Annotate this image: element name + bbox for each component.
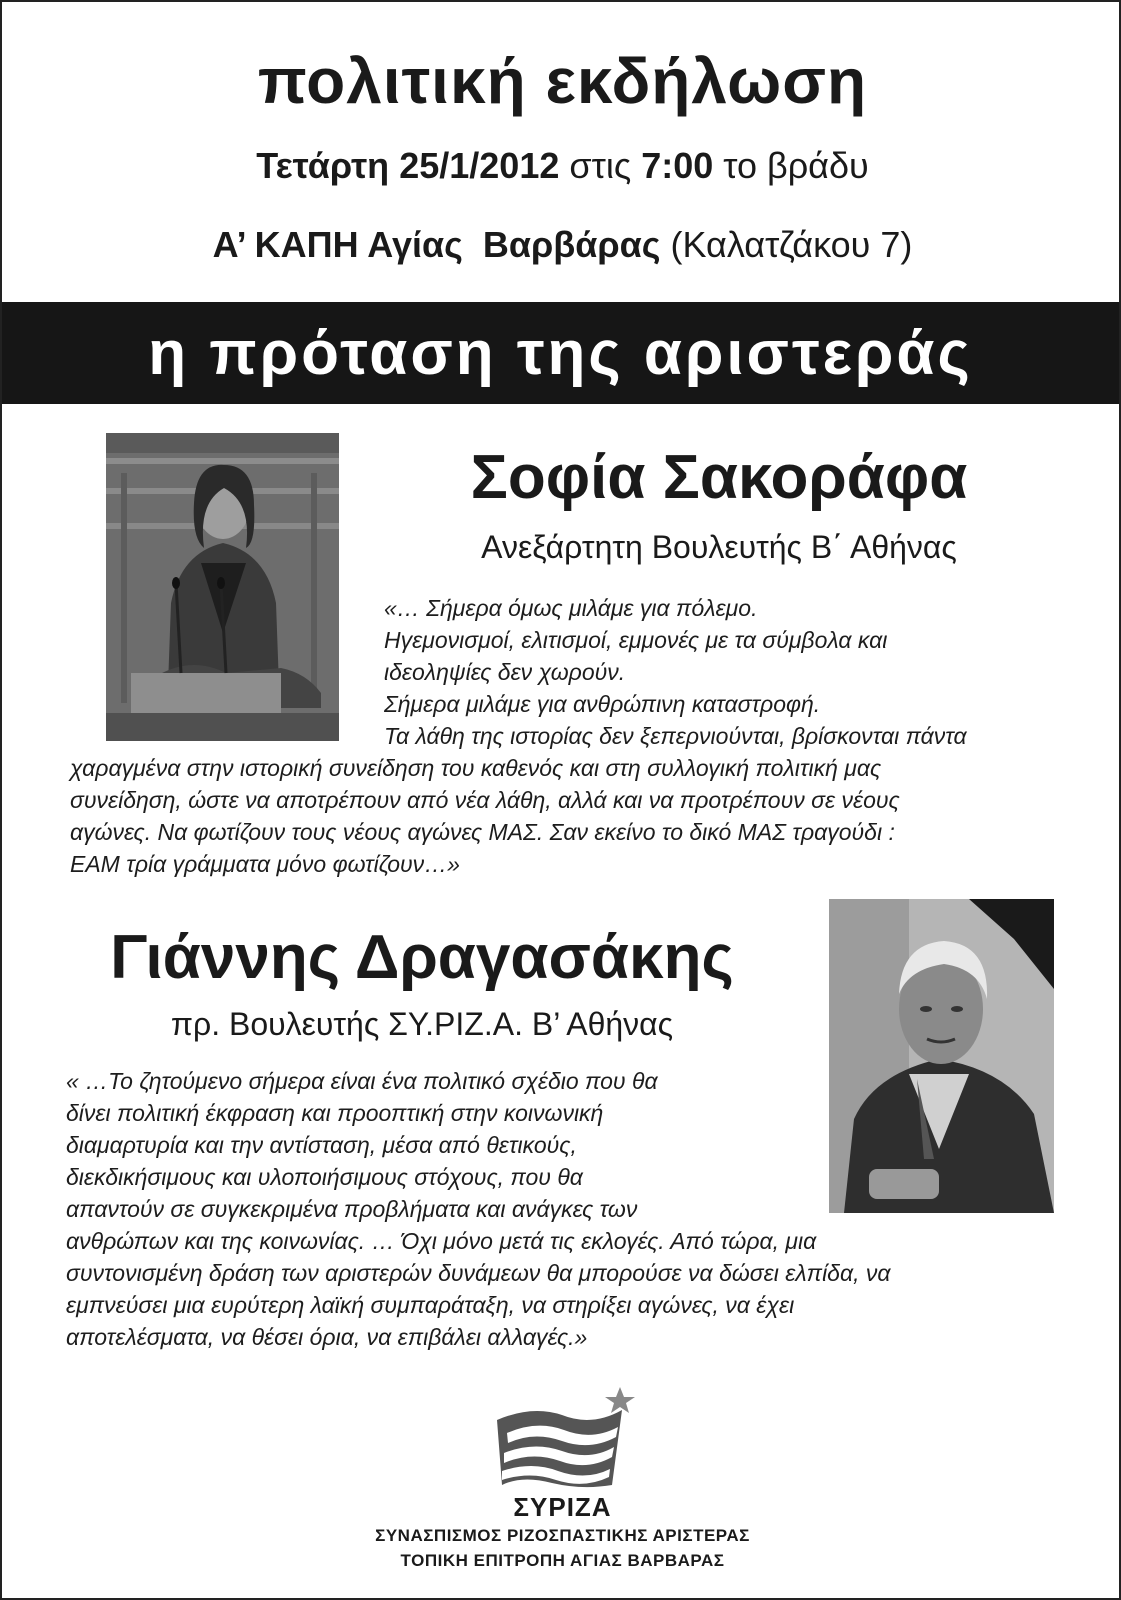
quote-line: « …Το ζητούμενο σήμερα είναι ένα πολιτικό σχέδιο που θα (66, 1068, 658, 1094)
speaker1-quote-top (384, 592, 967, 752)
venue-address: (Καλατζάκου 7) (670, 224, 913, 265)
speaker-photo-icon (829, 899, 1054, 1213)
speaker2-quote-bottom (66, 1225, 890, 1353)
syriza-flag-star-icon (492, 1385, 642, 1495)
party-logo (492, 1385, 642, 1495)
quote-line: συντονισμένη δράση των αριστερών δυνάμεων θα μπορούσε να δώσει ελπίδα, να (66, 1260, 891, 1286)
speaker1-photo (106, 433, 339, 741)
quote-line: Ηγεμονισμοί, ελιτισμοί, εμμονές με τα σύμβολα και (384, 627, 888, 653)
quote-line: Σήμερα μιλάμε για ανθρώπινη καταστροφή. (384, 691, 821, 717)
speaker2-quote-top (66, 1065, 658, 1225)
poster-title: πολιτική εκδήλωση (257, 45, 868, 117)
quote-line: διεκδικήσιμους και υλοποιήσιμους στόχους, που θα (66, 1164, 583, 1190)
quote-line: δίνει πολιτική έκφραση και προοπτική στην κοινωνική (66, 1100, 604, 1126)
speaker2-role: πρ. Βουλευτής ΣΥ.ΡΙΖ.Α. Β’ Αθήνας (170, 1006, 674, 1042)
event-at: στις (569, 145, 632, 186)
quote-line: Τα λάθη της ιστορίας δεν ξεπερνιούνται, βρίσκονται πάντα (384, 723, 967, 749)
event-time: 7:00 (641, 145, 714, 186)
quote-line: αγώνες. Να φωτίζουν τους νέους αγώνες ΜΑΣ. Σαν εκείνο το δικό ΜΑΣ τραγούδι : (70, 819, 895, 845)
speaker1-name: Σοφία Σακοράφα (470, 443, 968, 512)
quote-line: συνείδηση, ώστε να αποτρέπουν από νέα λάθη, αλλά και να προτρέπουν σε νέους (70, 787, 900, 813)
party-full-name: ΣΥΝΑΣΠΙΣΜΟΣ ΡΙΖΟΣΠΑΣΤΙΚΗΣ ΑΡΙΣΤΕΡΑΣ (375, 1526, 750, 1545)
event-evening: το βράδυ (723, 145, 869, 186)
quote-line: αποτελέσματα, να θέσει όρια, να επιβάλει αλλαγές.» (66, 1324, 588, 1350)
speaker-photo-icon (106, 433, 339, 741)
event-day: Τετάρτη (256, 145, 390, 186)
event-date-line (2, 145, 1121, 187)
headline-banner (2, 302, 1119, 404)
quote-line: εμπνεύσει μια ευρύτερη λαϊκή συμπαράταξη, να στηρίξει αγώνες, να έχει (66, 1292, 795, 1318)
quote-line: απαντούν σε συγκεκριμένα προβλήματα και ανάγκες των (66, 1196, 638, 1222)
local-committee: ΤΟΠΙΚΗ ΕΠΙΤΡΟΠΗ ΑΓΙΑΣ ΒΑΡΒΑΡΑΣ (400, 1551, 725, 1570)
speaker2-name: Γιάννης Δραγασάκης (110, 923, 734, 992)
banner-text: η πρόταση της αριστεράς (148, 319, 973, 388)
speaker2-photo (829, 899, 1054, 1213)
quote-line: «… Σήμερα όμως μιλάμε για πόλεμο. (384, 595, 758, 621)
speaker1-role: Ανεξάρτητη Βουλευτής Β΄ Αθήνας (481, 529, 957, 565)
quote-line: ΕΑΜ τρία γράμματα μόνο φωτίζουν…» (70, 851, 460, 877)
party-name: ΣΥΡΙΖΑ (513, 1492, 612, 1522)
quote-line: ανθρώπων και της κοινωνίας. … Όχι μόνο μετά τις εκλογές. Από τώρα, μια (66, 1228, 817, 1254)
quote-line: διαμαρτυρία και την αντίσταση, μέσα από θετικούς, (66, 1132, 577, 1158)
event-date: 25/1/2012 (399, 145, 560, 186)
event-venue-line (2, 224, 1121, 266)
speaker1-quote-bottom (70, 752, 900, 880)
quote-line: χαραγμένα στην ιστορική συνείδηση του καθενός και στη συλλογική πολιτική μας (70, 755, 882, 781)
quote-line: ιδεοληψίες δεν χωρούν. (384, 659, 626, 685)
venue-name: Α’ ΚΑΠΗ Αγίας Βαρβάρας (212, 224, 661, 265)
